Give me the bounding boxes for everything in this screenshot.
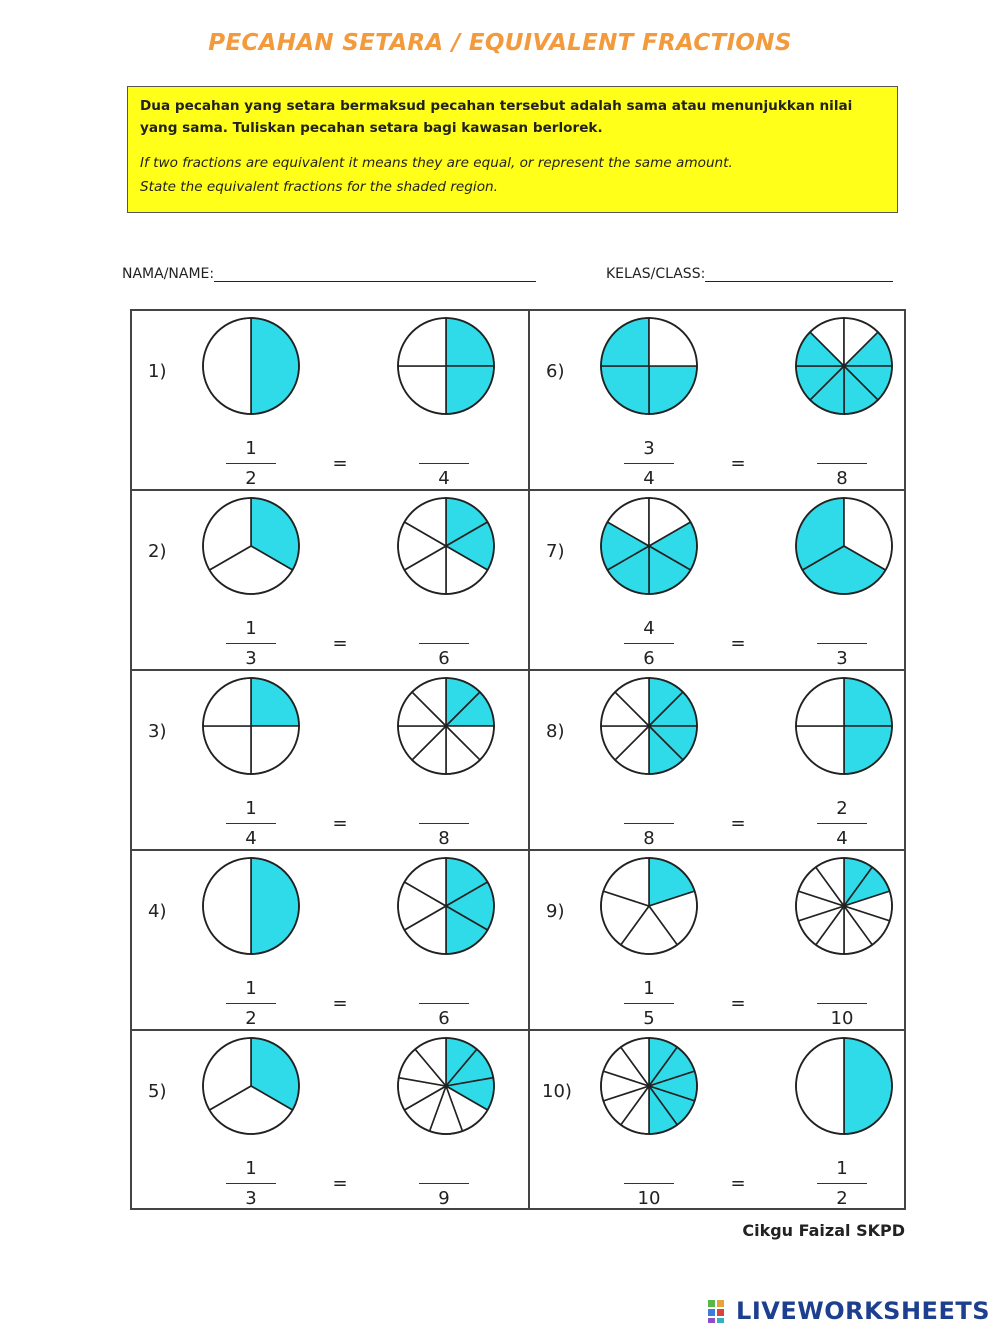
- problem-7: [530, 491, 916, 669]
- problem-number: 1): [148, 361, 167, 382]
- fraction-denominator: 3: [836, 648, 848, 669]
- equals-sign: =: [730, 993, 746, 1014]
- right-fraction-circle: [395, 495, 497, 597]
- left-fraction: [226, 1157, 276, 1213]
- left-fraction-circle: [200, 495, 302, 597]
- equals-sign: =: [332, 993, 348, 1014]
- fraction-denominator: 4: [245, 828, 257, 849]
- instructions-english-line1: If two fractions are equivalent it means they are equal, or represent the same amount.: [140, 155, 733, 171]
- unshaded-sector: [203, 858, 251, 954]
- problem-number: 5): [148, 1081, 167, 1102]
- fraction-denominator: 2: [836, 1188, 848, 1209]
- instructions-malay-line1: Dua pecahan yang setara bermaksud pecahan tersebut adalah sama atau menunjukkan nilai: [140, 98, 853, 114]
- problem-9: [530, 851, 916, 1029]
- problem-number: 10): [542, 1081, 572, 1102]
- fraction-denominator: 2: [245, 1008, 257, 1029]
- name-field-row: [122, 266, 536, 282]
- fraction-bar: [817, 823, 867, 824]
- fraction-denominator: 4: [643, 468, 655, 489]
- problem-8: [530, 671, 916, 849]
- right-fraction-circle: [395, 855, 497, 957]
- equals-sign: =: [332, 1173, 348, 1194]
- name-line: [214, 267, 536, 282]
- brand-name: LIVEWORKSHEETS: [736, 1297, 990, 1325]
- fraction-numerator: 1: [245, 1158, 257, 1179]
- fraction-denominator: 4: [836, 828, 848, 849]
- equals-sign: =: [332, 633, 348, 654]
- right-fraction-circle: [793, 1035, 895, 1137]
- numerator-answer-blank[interactable]: [817, 617, 867, 641]
- instructions-malay: [140, 95, 885, 139]
- fraction-bar: [226, 643, 276, 644]
- right-fraction: [817, 617, 867, 673]
- fraction-denominator: 5: [643, 1008, 655, 1029]
- shaded-sector: [251, 858, 299, 954]
- right-fraction-circle: [793, 675, 895, 777]
- fraction-bar: [226, 463, 276, 464]
- fraction-bar: [817, 1003, 867, 1004]
- problem-3: [132, 671, 518, 849]
- left-fraction: [226, 437, 276, 493]
- right-fraction: [817, 797, 867, 853]
- problem-number: 7): [546, 541, 565, 562]
- right-fraction-circle: [395, 675, 497, 777]
- fraction-denominator: 10: [830, 1008, 854, 1029]
- fraction-numerator: 1: [245, 438, 257, 459]
- class-label: KELAS/CLASS:: [606, 266, 706, 282]
- fraction-denominator: 6: [438, 1008, 450, 1029]
- numerator-answer-blank[interactable]: [419, 617, 469, 641]
- name-label: NAMA/NAME:: [122, 266, 215, 282]
- fraction-bar: [419, 1183, 469, 1184]
- brand-logo: [708, 1296, 990, 1326]
- right-fraction-circle: [793, 855, 895, 957]
- left-fraction: [624, 977, 674, 1033]
- fraction-denominator: 2: [245, 468, 257, 489]
- fraction-bar: [419, 463, 469, 464]
- fraction-numerator: 1: [245, 978, 257, 999]
- numerator-answer-blank[interactable]: [624, 1157, 674, 1181]
- fraction-numerator: 1: [245, 618, 257, 639]
- problem-5: [132, 1031, 518, 1209]
- instructions-english-line2: State the equivalent fractions for the shaded region.: [140, 179, 498, 195]
- liveworksheets-logo-icon: [708, 1298, 734, 1324]
- fraction-bar: [817, 463, 867, 464]
- problem-1: [132, 311, 518, 489]
- left-fraction-circle: [200, 675, 302, 777]
- fraction-bar: [624, 463, 674, 464]
- fraction-numerator: 1: [643, 978, 655, 999]
- fraction-numerator: 2: [836, 798, 848, 819]
- fraction-denominator: 4: [438, 468, 450, 489]
- instructions-english: [140, 151, 885, 199]
- problem-10: [530, 1031, 916, 1209]
- fraction-numerator: 1: [836, 1158, 848, 1179]
- numerator-answer-blank[interactable]: [817, 437, 867, 461]
- fraction-denominator: 9: [438, 1188, 450, 1209]
- equals-sign: =: [730, 1173, 746, 1194]
- right-fraction: [419, 617, 469, 673]
- fraction-denominator: 3: [245, 1188, 257, 1209]
- problems-grid: [130, 309, 906, 1210]
- right-fraction-circle: [793, 495, 895, 597]
- fraction-bar: [419, 1003, 469, 1004]
- problem-number: 8): [546, 721, 565, 742]
- fraction-bar: [817, 643, 867, 644]
- fraction-denominator: 6: [438, 648, 450, 669]
- fraction-bar: [226, 1003, 276, 1004]
- fraction-numerator: 4: [643, 618, 655, 639]
- right-fraction: [817, 437, 867, 493]
- shaded-sector: [251, 318, 299, 414]
- right-fraction: [419, 1157, 469, 1213]
- left-fraction-circle: [598, 1035, 700, 1137]
- left-fraction-circle: [200, 855, 302, 957]
- page-title: PECAHAN SETARA / EQUIVALENT FRACTIONS: [208, 30, 792, 56]
- unshaded-sector: [796, 1038, 844, 1134]
- fraction-bar: [624, 643, 674, 644]
- left-fraction-circle: [598, 315, 700, 417]
- left-fraction: [226, 977, 276, 1033]
- problem-number: 6): [546, 361, 565, 382]
- left-fraction: [226, 617, 276, 673]
- left-fraction-circle: [598, 855, 700, 957]
- equals-sign: =: [730, 813, 746, 834]
- right-fraction: [419, 977, 469, 1033]
- fraction-bar: [226, 1183, 276, 1184]
- fraction-numerator: 3: [643, 438, 655, 459]
- equals-sign: =: [730, 633, 746, 654]
- left-fraction-circle: [598, 495, 700, 597]
- fraction-bar: [226, 823, 276, 824]
- instructions-malay-line2: yang sama. Tuliskan pecahan setara bagi kawasan berlorek.: [140, 120, 603, 136]
- right-fraction: [817, 977, 867, 1033]
- problem-number: 9): [546, 901, 565, 922]
- problem-number: 4): [148, 901, 167, 922]
- fraction-denominator: 3: [245, 648, 257, 669]
- equals-sign: =: [332, 813, 348, 834]
- numerator-answer-blank[interactable]: [817, 977, 867, 1001]
- numerator-answer-blank[interactable]: [419, 977, 469, 1001]
- numerator-answer-blank[interactable]: [419, 1157, 469, 1181]
- class-field-row: [606, 266, 893, 282]
- right-fraction-circle: [395, 1035, 497, 1137]
- unshaded-sector: [203, 318, 251, 414]
- fraction-denominator: 8: [643, 828, 655, 849]
- problem-2: [132, 491, 518, 669]
- shaded-sector: [844, 1038, 892, 1134]
- instructions-box: [127, 86, 898, 213]
- left-fraction: [624, 797, 674, 853]
- equals-sign: =: [332, 453, 348, 474]
- right-fraction: [419, 797, 469, 853]
- left-fraction-circle: [200, 1035, 302, 1137]
- problem-number: 3): [148, 721, 167, 742]
- left-fraction-circle: [598, 675, 700, 777]
- fraction-denominator: 8: [836, 468, 848, 489]
- left-fraction: [624, 437, 674, 493]
- fraction-numerator: 1: [245, 798, 257, 819]
- equals-sign: =: [730, 453, 746, 474]
- problem-4: [132, 851, 518, 1029]
- fraction-bar: [817, 1183, 867, 1184]
- problem-number: 2): [148, 541, 167, 562]
- left-fraction: [226, 797, 276, 853]
- fraction-bar: [624, 1003, 674, 1004]
- right-fraction-circle: [395, 315, 497, 417]
- fraction-bar: [419, 823, 469, 824]
- numerator-answer-blank[interactable]: [419, 437, 469, 461]
- left-fraction-circle: [200, 315, 302, 417]
- left-fraction: [624, 1157, 674, 1213]
- problem-6: [530, 311, 916, 489]
- fraction-bar: [624, 1183, 674, 1184]
- author-credit: Cikgu Faizal SKPD: [742, 1221, 905, 1240]
- class-line: [705, 267, 893, 282]
- numerator-answer-blank[interactable]: [419, 797, 469, 821]
- left-fraction: [624, 617, 674, 673]
- right-fraction: [419, 437, 469, 493]
- fraction-bar: [624, 823, 674, 824]
- fraction-denominator: 6: [643, 648, 655, 669]
- numerator-answer-blank[interactable]: [624, 797, 674, 821]
- fraction-denominator: 10: [637, 1188, 661, 1209]
- fraction-denominator: 8: [438, 828, 450, 849]
- fraction-bar: [419, 643, 469, 644]
- right-fraction-circle: [793, 315, 895, 417]
- right-fraction: [817, 1157, 867, 1213]
